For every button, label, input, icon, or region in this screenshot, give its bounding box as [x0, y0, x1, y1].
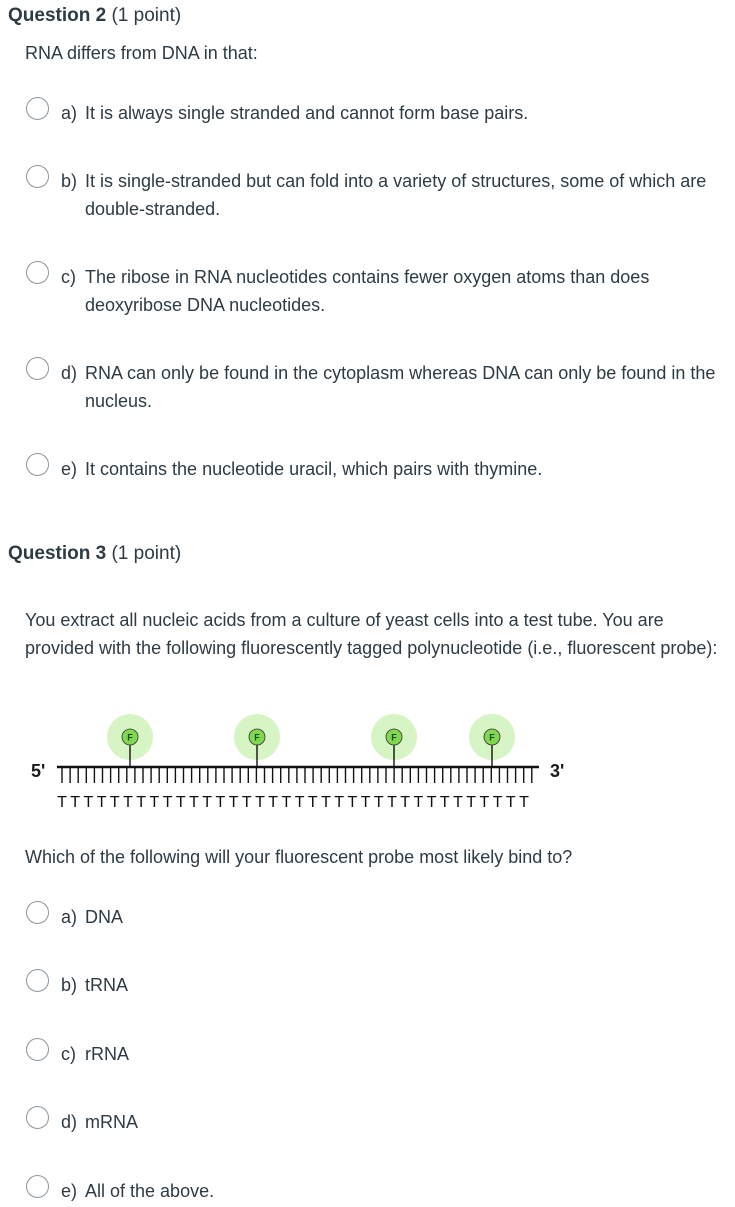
probe-base-t: T [255, 794, 265, 811]
probe-base-t: T [439, 794, 450, 811]
q3-option-letter: d) [61, 1112, 78, 1132]
q2-radio-e[interactable] [26, 453, 49, 476]
fluor-label: F [254, 732, 260, 743]
q3-option-text: tRNA [85, 975, 129, 995]
q3-option-letter: c) [61, 1044, 76, 1064]
probe-base-t: T [294, 794, 305, 811]
q2-option-letter: c) [61, 267, 76, 287]
question-3-prompt: Which of the following will your fluorescent probe most likely bind to? [25, 847, 573, 867]
probe-base-t: T [426, 794, 437, 811]
probe-base-t: T [321, 794, 331, 811]
q2-option-text: It is single-stranded but can fold into a variety of structures, some of which are double-stranded. [85, 171, 707, 219]
probe-base-t: T [215, 794, 226, 811]
q2-radio-d[interactable] [26, 357, 49, 380]
question-3-points: (1 point) [111, 543, 182, 564]
question-2-points: (1 point) [111, 5, 182, 26]
q2-radio-c[interactable] [26, 261, 49, 284]
probe-base-t: T [175, 794, 186, 811]
probe-3-prime-label: 3' [550, 761, 565, 781]
probe-base-t: T [109, 794, 120, 811]
probe-bottom-bases [57, 794, 529, 811]
probe-base-t: T [162, 794, 173, 811]
q3-radio-a[interactable] [26, 901, 49, 924]
probe-base-t: T [492, 794, 503, 811]
q2-option-text: It is always single stranded and cannot form base pairs. [85, 103, 529, 123]
probe-base-t: T [360, 794, 371, 811]
q3-option-letter: e) [61, 1181, 78, 1201]
probe-base-t: T [307, 794, 318, 811]
probe-base-t: T [413, 794, 424, 811]
probe-base-t: T [83, 794, 94, 811]
question-2-stem: RNA differs from DNA in that: [25, 43, 258, 63]
probe-base-t: T [96, 794, 107, 811]
q2-option-text: The ribose in RNA nucleotides contains fewer oxygen atoms than does deoxyribose DNA nucleotides. [85, 267, 650, 315]
probe-base-t: T [241, 794, 252, 811]
fluor-glows [107, 714, 515, 760]
q3-radio-c[interactable] [26, 1038, 49, 1061]
q2-option-text: RNA can only be found in the cytoplasm whereas DNA can only be found in the nucleus. [85, 363, 716, 411]
probe-base-t: T [400, 794, 411, 811]
q2-radio-a[interactable] [26, 97, 49, 120]
probe-base-t: T [387, 794, 397, 811]
q2-option-letter: b) [61, 171, 78, 191]
probe-base-t: T [466, 794, 477, 811]
fluorescent-probe-diagram [0, 705, 735, 815]
q2-option-text: It contains the nucleotide uracil, which pairs with thymine. [85, 459, 543, 479]
q2-option-letter: e) [61, 459, 78, 479]
probe-base-t: T [505, 794, 516, 811]
probe-base-t: T [453, 794, 463, 811]
q3-radio-e[interactable] [26, 1175, 49, 1198]
probe-base-t: T [281, 794, 292, 811]
probe-base-t: T [202, 794, 213, 811]
q3-option-text: DNA [85, 907, 124, 927]
fluor-label: F [489, 732, 495, 743]
probe-base-t: T [347, 794, 358, 811]
fluor-label: F [391, 732, 397, 743]
probe-base-t: T [149, 794, 160, 811]
q3-option-letter: a) [61, 907, 78, 927]
question-3-title [8, 543, 181, 565]
probe-base-t: T [189, 794, 199, 811]
fluor-label: F [127, 732, 133, 743]
q2-option-letter: a) [61, 103, 78, 123]
probe-base-t: T [228, 794, 239, 811]
probe-base-t: T [519, 794, 529, 811]
q2-option-letter: d) [61, 363, 78, 383]
fluor-tags [122, 729, 500, 767]
question-2-number: Question 2 [8, 5, 107, 26]
probe-base-t: T [268, 794, 279, 811]
probe-base-t: T [136, 794, 147, 811]
question-2-title [8, 5, 181, 27]
probe-base-t: T [70, 794, 81, 811]
q3-radio-b[interactable] [26, 969, 49, 992]
probe-base-t: T [123, 794, 133, 811]
q3-option-text: mRNA [85, 1112, 138, 1132]
question-3-intro: You extract all nucleic acids from a culture of yeast cells into a test tube. You are provided with the following fluorescently tagged polynucleotide (i.e., fluorescent probe): [25, 610, 718, 658]
probe-base-t: T [57, 794, 67, 811]
probe-top-teeth [62, 767, 532, 783]
q3-option-text: All of the above. [85, 1181, 215, 1201]
q3-option-text: rRNA [85, 1044, 129, 1064]
probe-base-t: T [479, 794, 490, 811]
q3-option-letter: b) [61, 975, 78, 995]
q2-radio-b[interactable] [26, 165, 49, 188]
probe-base-t: T [373, 794, 384, 811]
probe-5-prime-label: 5' [31, 761, 46, 781]
question-3-number: Question 3 [8, 543, 107, 564]
q3-radio-d[interactable] [26, 1106, 49, 1129]
probe-base-t: T [334, 794, 345, 811]
